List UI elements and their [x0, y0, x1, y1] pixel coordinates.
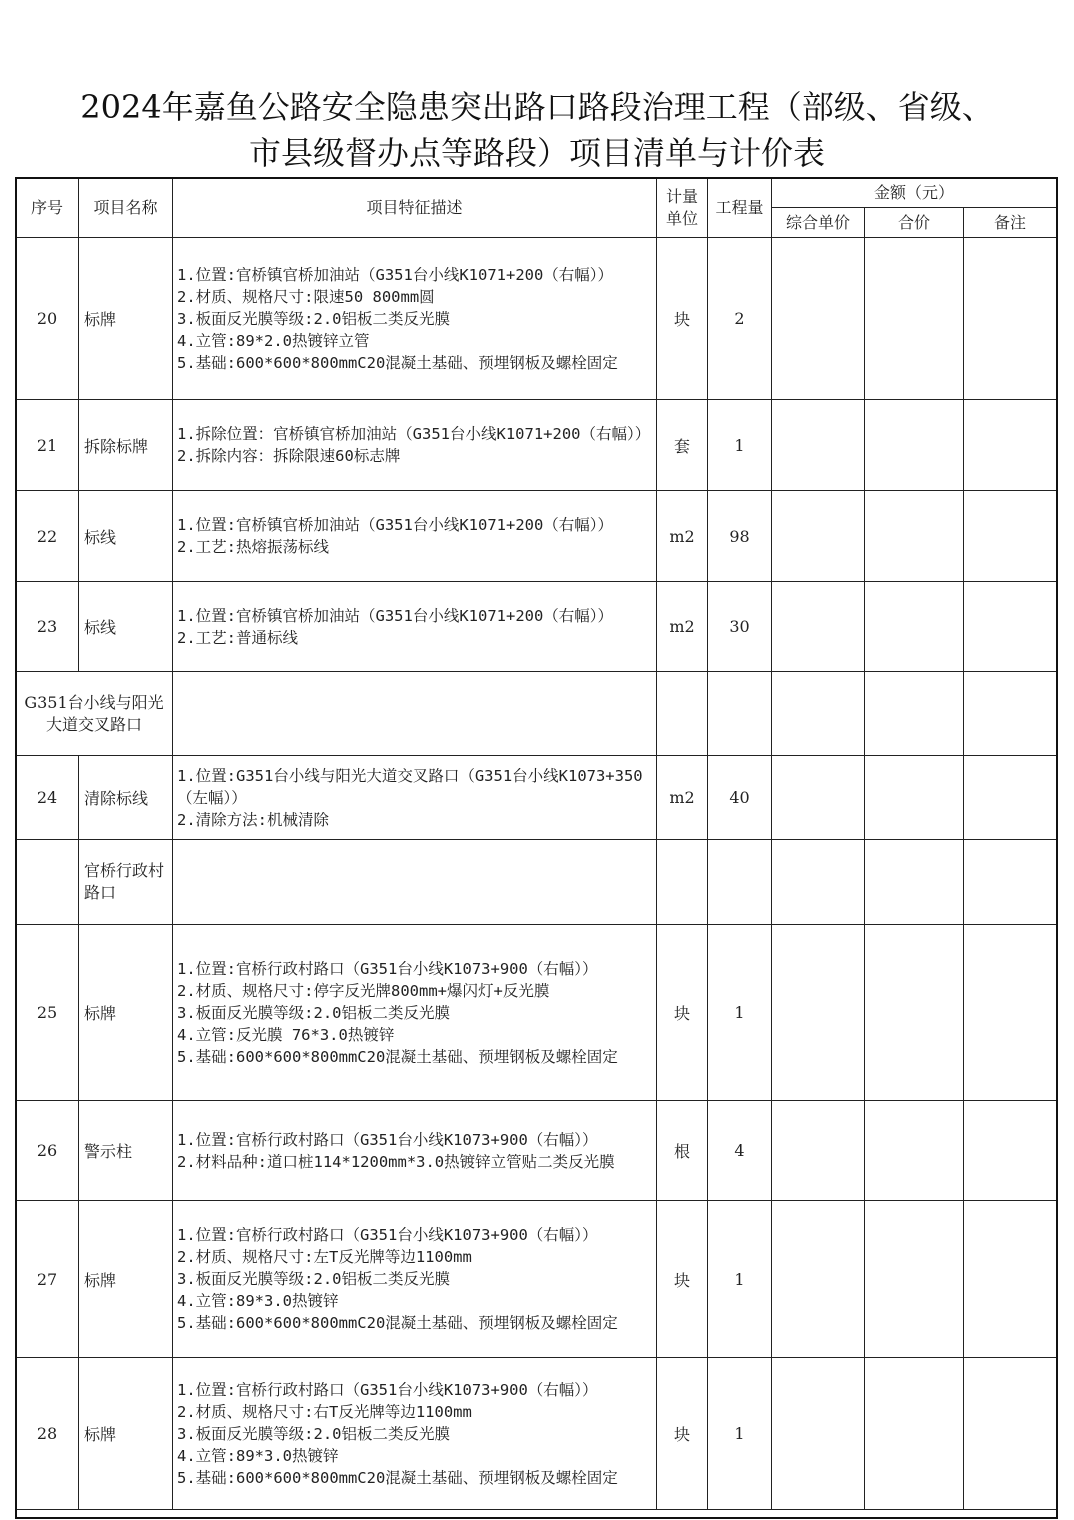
header-unit-price: 综合单价: [772, 208, 865, 238]
empty-cell: [865, 840, 964, 925]
header-remark: 备注: [964, 208, 1057, 238]
qty-cell: 30: [708, 582, 772, 672]
unit-cell: m2: [657, 756, 708, 840]
item-desc-cell: [173, 238, 657, 400]
desc-line: 1.拆除位置：官桥镇官桥加油站（G351台小线K1071+200（右幅））: [177, 425, 651, 443]
item-desc-cell: [173, 491, 657, 582]
bill-of-quantities-table: [15, 177, 1057, 1510]
empty-cell: [865, 672, 964, 756]
desc-line: 2.材质、规格尺寸:限速50 800mm圆: [177, 287, 435, 306]
unit-cell: m2: [657, 491, 708, 582]
item-desc-cell: [173, 1201, 657, 1358]
item-name-cell: 清除标线: [79, 756, 173, 840]
unit-price-cell: [772, 756, 865, 840]
desc-line: 2.材质、规格尺寸:左T反光牌等边1100mm: [177, 1248, 472, 1266]
total-cell: [865, 238, 964, 400]
item-desc-cell: [173, 582, 657, 672]
desc-cell: [173, 840, 657, 925]
remark-cell: [964, 582, 1057, 672]
header-unit: 计量单位: [657, 178, 708, 238]
empty-cell: [964, 840, 1057, 925]
item-desc-cell: [173, 1101, 657, 1201]
remark-cell: [964, 756, 1057, 840]
unit-cell: 块: [657, 1201, 708, 1358]
total-cell: [865, 1201, 964, 1358]
qty-cell: 4: [708, 1101, 772, 1201]
unit-cell: m2: [657, 582, 708, 672]
desc-line: 1.位置:官桥镇官桥加油站（G351台小线K1071+200（右幅））: [177, 606, 614, 625]
item-name-cell: 标牌: [79, 1201, 173, 1358]
table-row: [16, 238, 1057, 400]
unit-price-cell: [772, 238, 865, 400]
desc-line: 2.拆除内容：拆除限速60标志牌: [177, 447, 401, 465]
unit-price-cell: [772, 1358, 865, 1510]
table-body: [16, 238, 1057, 1510]
seq-cell: 21: [16, 400, 79, 491]
desc-line: 1.位置:官桥行政村路口（G351台小线K1073+900（右幅））: [177, 959, 598, 978]
desc-line: 1.位置:官桥行政村路口（G351台小线K1073+900（右幅））: [177, 1226, 598, 1244]
qty-cell: 40: [708, 756, 772, 840]
empty-cell: [708, 840, 772, 925]
seq-cell: 24: [16, 756, 79, 840]
remark-cell: [964, 1358, 1057, 1510]
desc-line: 3.板面反光膜等级:2.0铝板二类反光膜: [177, 1003, 450, 1022]
qty-cell: 1: [708, 1358, 772, 1510]
total-cell: [865, 925, 964, 1101]
qty-cell: 1: [708, 1201, 772, 1358]
desc-line: 2.材质、规格尺寸:右T反光牌等边1100mm: [177, 1402, 472, 1421]
header-amount: 金额（元）: [772, 178, 1057, 208]
seq-cell: 23: [16, 582, 79, 672]
header-desc: 项目特征描述: [173, 178, 657, 238]
desc-line: 1.位置:官桥行政村路口（G351台小线K1073+900（右幅））: [177, 1130, 598, 1149]
seq-cell: 28: [16, 1358, 79, 1510]
unit-price-cell: [772, 582, 865, 672]
table-row: [16, 756, 1057, 840]
empty-cell: [772, 672, 865, 756]
seq-cell: 26: [16, 1101, 79, 1201]
desc-line: 1.位置:官桥行政村路口（G351台小线K1073+900（右幅））: [177, 1380, 598, 1399]
remark-cell: [964, 925, 1057, 1101]
unit-price-cell: [772, 1101, 865, 1201]
empty-cell: [964, 672, 1057, 756]
table-row: [16, 582, 1057, 672]
header-seq: 序号: [16, 178, 79, 238]
table-row: [16, 491, 1057, 582]
unit-price-cell: [772, 491, 865, 582]
remark-cell: [964, 491, 1057, 582]
remark-cell: [964, 400, 1057, 491]
qty-cell: 1: [708, 400, 772, 491]
desc-line: 2.工艺:普通标线: [177, 628, 298, 647]
total-cell: [865, 1101, 964, 1201]
item-name-cell: 标线: [79, 491, 173, 582]
seq-cell: 25: [16, 925, 79, 1101]
total-cell: [865, 1358, 964, 1510]
item-desc-cell: [173, 1358, 657, 1510]
unit-price-cell: [772, 400, 865, 491]
desc-line: 1.位置:官桥镇官桥加油站（G351台小线K1071+200（右幅））: [177, 516, 614, 534]
empty-cell: [657, 672, 708, 756]
remark-cell: [964, 238, 1057, 400]
desc-line: 3.板面反光膜等级:2.0铝板二类反光膜: [177, 1270, 450, 1288]
item-name-cell: 标牌: [79, 925, 173, 1101]
unit-price-cell: [772, 1201, 865, 1358]
unit-cell: 套: [657, 400, 708, 491]
qty-cell: 2: [708, 238, 772, 400]
item-name-cell: 标牌: [79, 238, 173, 400]
desc-line: 4.立管:反光膜 76*3.0热镀锌: [177, 1025, 395, 1044]
item-name-cell: 标线: [79, 582, 173, 672]
desc-line: 3.板面反光膜等级:2.0铝板二类反光膜: [177, 309, 450, 328]
table-row: [16, 840, 1057, 925]
header-total: 合价: [865, 208, 964, 238]
unit-cell: 根: [657, 1101, 708, 1201]
table-row: [16, 925, 1057, 1101]
desc-line: 5.基础:600*600*800mmC20混凝土基础、预埋钢板及螺栓固定: [177, 1047, 618, 1066]
desc-cell: [173, 672, 657, 756]
item-desc-cell: [173, 756, 657, 840]
unit-price-cell: [772, 925, 865, 1101]
remark-cell: [964, 1201, 1057, 1358]
qty-cell: 98: [708, 491, 772, 582]
remark-cell: [964, 1101, 1057, 1201]
desc-line: 2.清除方法:机械清除: [177, 810, 329, 829]
item-name-cell: 标牌: [79, 1358, 173, 1510]
unit-cell: 块: [657, 925, 708, 1101]
subsection-heading: 官桥行政村路口: [79, 840, 173, 925]
item-desc-cell: [173, 400, 657, 491]
table-row: [16, 400, 1057, 491]
table-row: [16, 1201, 1057, 1358]
total-cell: [865, 756, 964, 840]
empty-cell: [708, 672, 772, 756]
desc-line: 2.工艺:热熔振荡标线: [177, 538, 329, 556]
desc-line: 4.立管:89*3.0热镀锌: [177, 1292, 339, 1310]
item-desc-cell: [173, 925, 657, 1101]
unit-cell: 块: [657, 1358, 708, 1510]
seq-cell: 20: [16, 238, 79, 400]
seq-cell: 27: [16, 1201, 79, 1358]
desc-line: 2.材料品种:道口桩114*1200mm*3.0热镀锌立管贴二类反光膜: [177, 1152, 615, 1171]
table-row: [16, 1101, 1057, 1201]
desc-line: 4.立管:89*2.0热镀锌立管: [177, 331, 370, 350]
total-cell: [865, 400, 964, 491]
desc-line: 2.材质、规格尺寸:停字反光牌800mm+爆闪灯+反光膜: [177, 981, 550, 1000]
unit-cell: 块: [657, 238, 708, 400]
seq-cell: 22: [16, 491, 79, 582]
page-title-line2: 市县级督办点等路段）项目清单与计价表: [248, 134, 825, 172]
table-row: [16, 672, 1057, 756]
desc-line: 4.立管:89*3.0热镀锌: [177, 1446, 339, 1465]
seq-cell: [16, 840, 79, 925]
empty-cell: [657, 840, 708, 925]
table-row: [16, 1358, 1057, 1510]
section-heading: G351台小线与阳光大道交叉路口: [16, 672, 173, 756]
desc-line: 3.板面反光膜等级:2.0铝板二类反光膜: [177, 1424, 450, 1443]
page-title-line1: 2024年嘉鱼公路安全隐患突出路口路段治理工程（部级、省级、: [80, 88, 994, 126]
desc-line: 5.基础:600*600*800mmC20混凝土基础、预埋钢板及螺栓固定: [177, 1314, 618, 1332]
empty-cell: [772, 840, 865, 925]
item-name-cell: 拆除标牌: [79, 400, 173, 491]
total-cell: [865, 491, 964, 582]
desc-line: 5.基础:600*600*800mmC20混凝土基础、预埋钢板及螺栓固定: [177, 1468, 618, 1487]
desc-line: 5.基础:600*600*800mmC20混凝土基础、预埋钢板及螺栓固定: [177, 353, 618, 372]
qty-cell: 1: [708, 925, 772, 1101]
item-name-cell: 警示柱: [79, 1101, 173, 1201]
total-cell: [865, 582, 964, 672]
header-name: 项目名称: [79, 178, 173, 238]
header-qty: 工程量: [708, 178, 772, 238]
desc-line: 1.位置:官桥镇官桥加油站（G351台小线K1071+200（右幅））: [177, 265, 614, 284]
desc-line: 1.位置:G351台小线与阳光大道交叉路口（G351台小线K1073+350（左幅））: [177, 766, 643, 807]
